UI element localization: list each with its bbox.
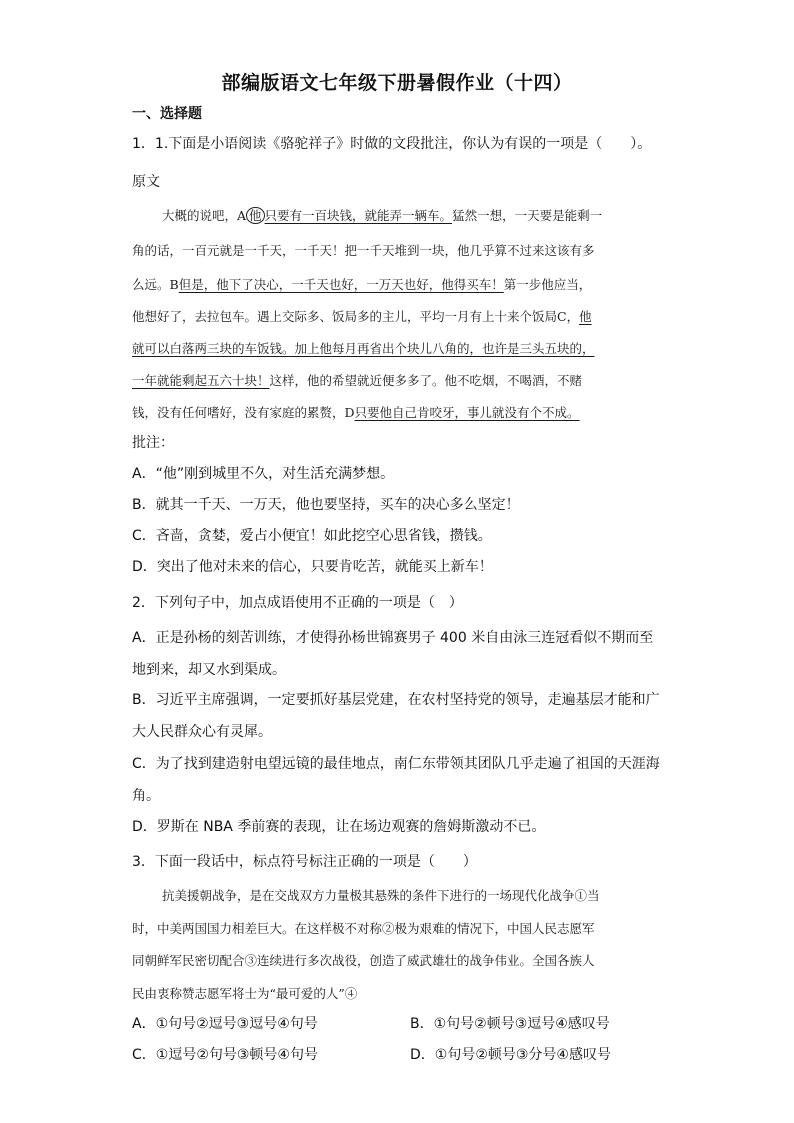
passage-text: 第一步他应当， bbox=[503, 277, 592, 292]
q2-option-a-line-1: A．正是孙杨的刻苦训练，才使得孙杨世锦赛男子 400 米自由泳三连冠看似不期而至 bbox=[132, 630, 654, 646]
q3-option-a: A．①句号②逗号③逗号④句号 bbox=[132, 1016, 318, 1032]
q3-passage-line-1: 抗美援朝战争，是在交战双方力量极其悬殊的条件下进行的一场现代化战争①当 bbox=[162, 888, 600, 903]
question-2-stem: 2．下列句子中，加点成语使用不正确的一项是（ ） bbox=[132, 595, 463, 611]
q3-option-d: D．①句号②顿号③分号④感叹号 bbox=[410, 1047, 611, 1063]
passage-line-1 bbox=[162, 207, 602, 225]
q1-option-d: D．突出了他对未来的信心，只要肯吃苦，就能买上新车！ bbox=[132, 559, 493, 575]
question-1-stem: 1．1.下面是小语阅读《骆驼祥子》时做的文段批注，你认为有误的一项是（ ）。 bbox=[132, 136, 652, 152]
passage-text: 他想好了，去拉包车。遇上交际多、饭局多的主儿，平均一月有上十来个饭局C， bbox=[132, 309, 580, 324]
q2-option-b-line-2: 大人民群众心有灵犀。 bbox=[132, 724, 272, 740]
q2-option-c-line-2: 角。 bbox=[132, 788, 160, 804]
underlined-text-d: 只要他自己肯咬牙，事儿就没有个不成。 bbox=[354, 405, 580, 420]
section-heading: 一、选择题 bbox=[132, 106, 202, 122]
notes-label: 批注： bbox=[132, 435, 174, 451]
underlined-text-c: 一年就能剩起五六十块！ bbox=[132, 373, 270, 388]
circled-word: 他 bbox=[246, 207, 265, 224]
underlined-text-c: 就可以白落两三块的车饭钱。加上他每月再省出个块儿八角的，也许是三头五块的， bbox=[132, 341, 595, 356]
q1-option-a: A．“他”刚到城里不久，对生活充满梦想。 bbox=[132, 466, 395, 482]
q1-option-b: B．就其一千天、一万天，他也要坚持，买车的决心多么坚定！ bbox=[132, 497, 520, 513]
q3-option-c: C．①逗号②句号③顿号④句号 bbox=[132, 1047, 318, 1063]
q2-option-a-line-2: 地到来，却又水到渠成。 bbox=[132, 662, 286, 678]
passage-line-4 bbox=[132, 308, 592, 326]
q3-passage-line-4: 民由衷称赞志愿军将士为“最可爱的人”④ bbox=[132, 986, 358, 1001]
original-text-label: 原文 bbox=[132, 174, 160, 190]
passage-line-2: 角的话，一百元就是一千天，一千天！把一千天堆到一块，他几乎算不过来这该有多 bbox=[132, 243, 595, 258]
passage-line-3 bbox=[132, 276, 591, 294]
passage-line-5 bbox=[132, 340, 595, 358]
underlined-text-a: 只要有一百块钱，就能弄一辆车。 bbox=[264, 208, 453, 223]
q3-option-b: B．①句号②顿号③逗号④感叹号 bbox=[410, 1016, 610, 1032]
passage-text: 么远。B bbox=[132, 277, 179, 292]
q3-passage-line-3: 同朝鲜军民密切配合③连续进行多次战役，创造了威武雄壮的战争伟业。全国各族人 bbox=[132, 953, 595, 968]
passage-text: 钱，没有任何嗜好，没有家庭的累赘，D bbox=[132, 405, 355, 420]
passage-line-7 bbox=[132, 404, 580, 422]
passage-line-6 bbox=[132, 372, 582, 390]
q1-option-c: C．吝啬，贪婪，爱占小便宜！如此挖空心思省钱，攒钱。 bbox=[132, 528, 492, 544]
passage-text: 这样，他的希望就近便多多了。他不吃烟，不喝酒，不赌 bbox=[269, 373, 583, 388]
page-title: 部编版语文七年级下册暑假作业（十四） bbox=[221, 72, 573, 94]
passage-text: 猛然一想，一天要是能剩一 bbox=[452, 208, 603, 223]
q2-option-c-line-1: C．为了找到建造射电望远镜的最佳地点，南仁东带领其团队几乎走遍了祖国的天涯海 bbox=[132, 756, 660, 772]
underlined-text-c: 他 bbox=[579, 309, 592, 324]
q2-option-b-line-1: B．习近平主席强调，一定要抓好基层党建，在农村坚持党的领导，走遍基层才能和广 bbox=[132, 692, 660, 708]
underlined-text-b: 但是，他下了决心，一千天也好，一万天也好，他得买车！ bbox=[178, 277, 504, 292]
q3-passage-line-2: 时，中美两国国力相差巨大。在这样极不对称②极为艰难的情况下，中国人民志愿军 bbox=[132, 921, 595, 936]
question-3-stem: 3．下面一段话中，标点符号标注正确的一项是（ ） bbox=[132, 854, 477, 870]
q2-option-d: D．罗斯在 NBA 季前赛的表现，让在场边观赛的詹姆斯激动不已。 bbox=[132, 819, 546, 835]
passage-text: 大概的说吧，A bbox=[162, 208, 247, 223]
